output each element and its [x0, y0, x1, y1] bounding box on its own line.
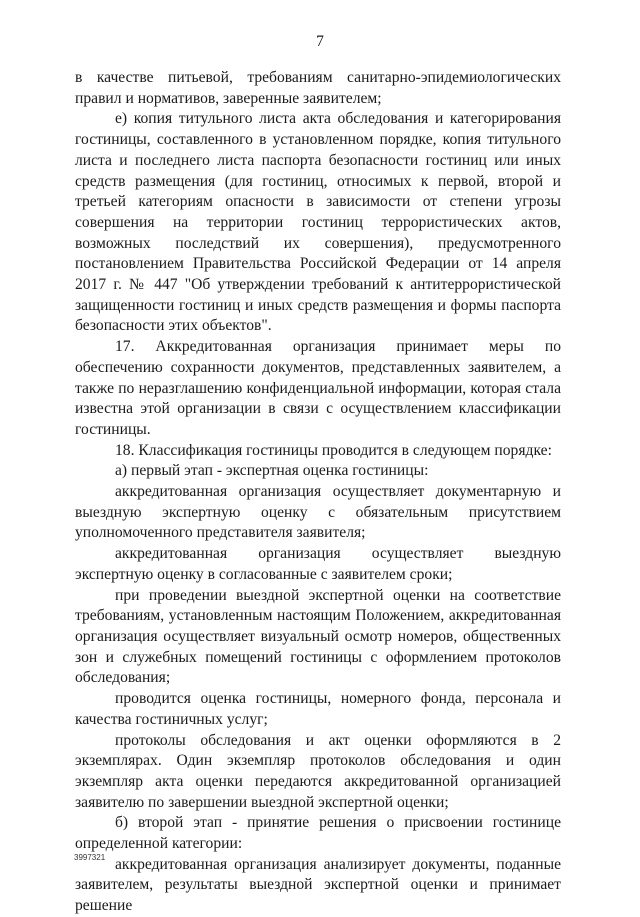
paragraph: аккредитованная организация осуществляет выездную экспертную оценку в согласованные с заявителем сроки; — [75, 545, 561, 583]
paragraph: протоколы обследования и акт оценки оформляются в 2 экземплярах. Один экземпляр протоколов обследования и один экземпляр акта оценки передаются аккредитованной организацией заявителю по завершении выездной экспертной оценки; — [75, 731, 561, 811]
paragraph: проводится оценка гостиницы, номерного фонда, персонала и качества гостиничных услуг; — [75, 690, 561, 728]
paragraph-18: 18. Классификация гостиницы проводится в следующем порядке: — [115, 441, 552, 459]
document-body — [75, 68, 561, 917]
paragraph-continuation: в качестве питьевой, требованиям санитарно-эпидемиологических правил и нормативов, заверенные заявителем; — [75, 69, 561, 107]
paragraph-stage-one: а) первый этап - экспертная оценка гостиницы: — [115, 462, 429, 480]
paragraph: аккредитованная организация анализирует документы, поданные заявителем, результаты выездной экспертной оценки и принимает решение — [75, 855, 561, 915]
page-number: 7 — [316, 33, 324, 50]
document-code: 3997321 — [74, 853, 106, 862]
paragraph: аккредитованная организация осуществляет документарную и выездную экспертную оценку с обязательным присутствием уполномоченного представителя заявителя; — [75, 483, 561, 542]
paragraph-stage-two: б) второй этап - принятие решения о присвоении гостинице определенной категории: — [75, 814, 561, 853]
paragraph-item-e: е) копия титульного листа акта обследования и категорирования гостиницы, составленного в установленном порядке, копия титульного листа и последнего листа паспорта безопасности гостиниц или иных средств размещения (для гостиниц, относимых к первой, второй и третьей категориям опасности в зависимости от степени угрозы совершения на территории гостиниц террористических актов, возможных последствий их совершения), предусмотренного постановлением Правительства Российской Федерации от 14 апреля 2017 г. № 447 "Об утверждении требований к антитеррористической защищенности гостиниц и иных средств размещения и формы паспорта безопасности этих объектов". — [75, 110, 561, 335]
paragraph-17: 17. Аккредитованная организация принимает меры по обеспечению сохранности документов, представленных заявителем, а также по неразглашению конфиденциальной информации, которая стала известна этой организации в связи с осуществлением классификации гостиницы. — [75, 338, 561, 438]
paragraph: при проведении выездной экспертной оценки на соответствие требованиям, установленным настоящим Положением, аккредитованная организация осуществляет визуальный осмотр номеров, общественных зон и служебных помещений гостиницы с оформлением протоколов обследования; — [75, 586, 561, 687]
